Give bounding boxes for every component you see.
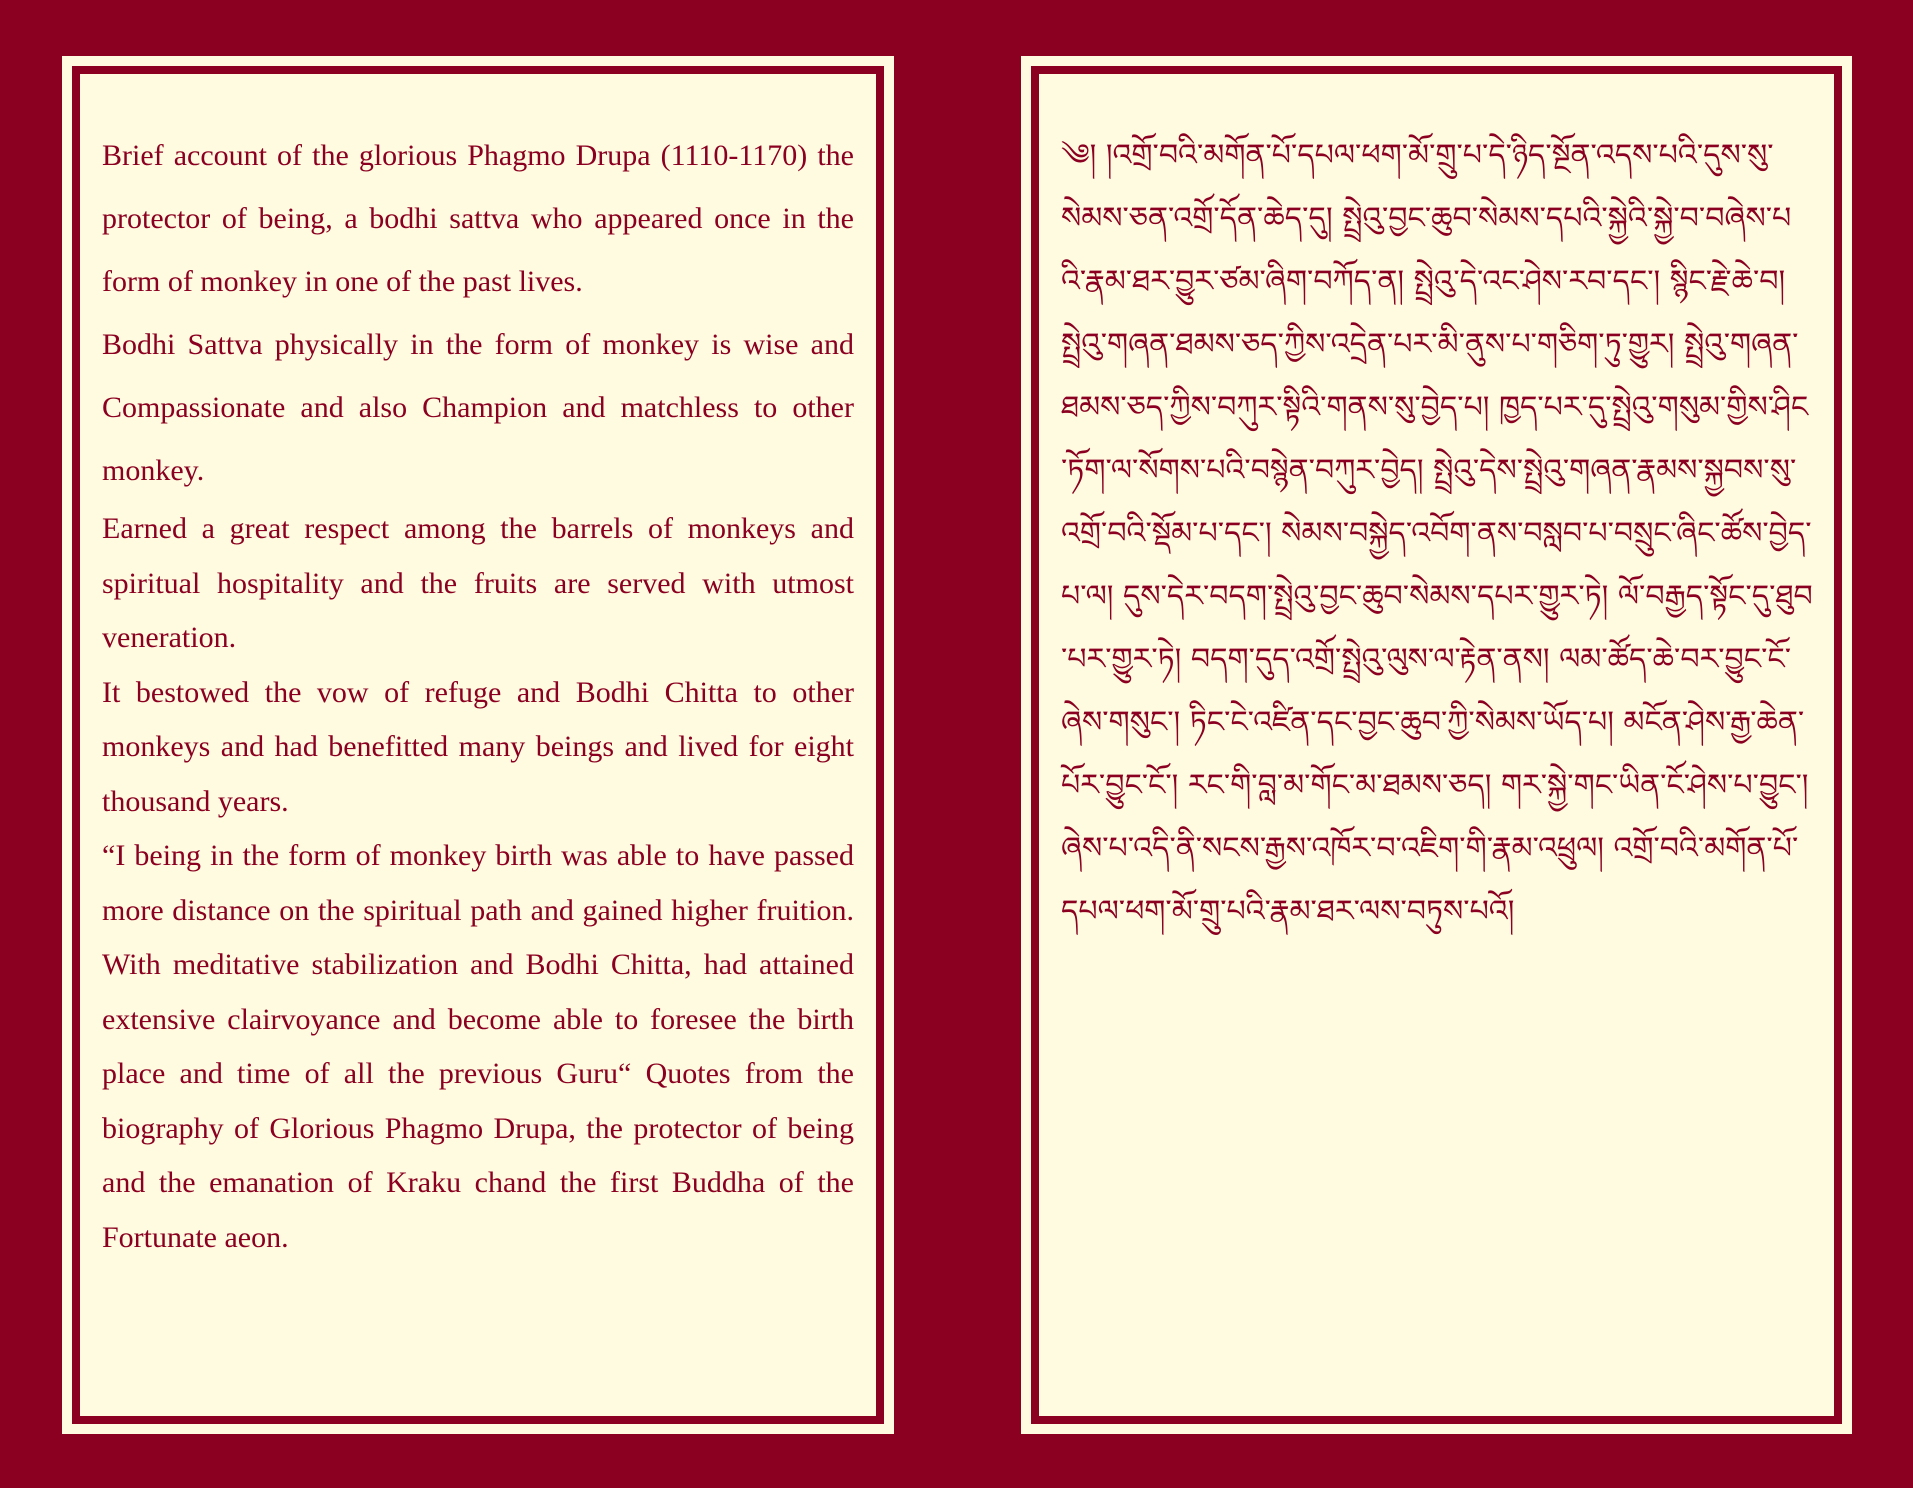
paragraph-wisdom: Bodhi Sattva physically in the form of monkey is wise and Compassionate and also Champion and matchless to other monkey. [102, 328, 854, 487]
paragraph-intro: Brief account of the glorious Phagmo Drupa (1110-1170) the protector of being, a bodhi sattva who appeared once in the form of monkey in one of the past lives. [102, 139, 854, 298]
paragraph-quote: “I being in the form of monkey birth was able to have passed more distance on the spiritual path and gained higher fruition. With meditative stabilization and Bodhi Chitta, had attained extensive clairvoyance and become able to foresee the birth place and time of all the previous Guru“ Quotes from the biography of Glorious Phagmo Drupa, the protector of being and the emanation of Kraku chand the first Buddha of the Fortunate aeon. [102, 839, 854, 1254]
tibetan-text: ༄། །འགྲོ་བའི་མགོན་པོ་དཔལ་ཕག་མོ་གྲུ་པ་དེ་ཉིད་སྔོན་འདས་པའི་དུས་སུ་སེམས་ཅན་འགྲོ་དོན་ཆེད་དུ། སྤྲེའུ་བྱང་ཆུབ་སེམས་དཔའི་སྐྱེའི་སྐྱེ་བ་བཞེས་པའི་རྣམ་ཐར་བྱུར་ཙམ་ཞིག་བཀོད་ན། སྤྲེའུ་དེ་འང་ཤེས་རབ་དང་། སྙིང་རྗེ་ཆེ་བ། སྤྲེའུ་གཞན་ཐམས་ཅད་ཀྱིས་འདྲེན་པར་མི་ནུས་པ་གཅིག་ཏུ་གྱུར། སྤྲེའུ་གཞན་ཐམས་ཅད་ཀྱིས་བཀུར་སྟིའི་གནས་སུ་བྱེད་པ། ཁྱད་པར་དུ་སྤྲེའུ་གསུམ་གྱིས་ཤིང་ཏོག་ལ་སོགས་པའི་བསྙེན་བཀུར་བྱེད། སྤྲེའུ་དེས་སྤྲེའུ་གཞན་རྣམས་སྐྱབས་སུ་འགྲོ་བའི་སྡོམ་པ་དང་། སེམས་བསྐྱེད་འབོག་ནས་བསླབ་པ་བསྲུང་ཞིང་ཚོས་བྱེད་པ་ལ། དུས་དེར་བདག་སྤྲེའུ་བྱང་ཆུབ་སེམས་དཔར་གྱུར་ཏེ། ལོ་བརྒྱད་སྟོང་དུ་ཐུབ་པར་གྱུར་ཏེ། བདག་དུད་འགྲོ་སྤྲེའུ་ལུས་ལ་རྟེན་ནས། ལམ་ཚོད་ཆེ་བར་བྱུང་ངོ་ཞེས་གསུང་། ཏིང་ངེ་འཛིན་དང་བྱང་ཆུབ་ཀྱི་སེམས་ཡོད་པ། མངོན་ཤེས་རྒྱ་ཆེན་པོར་བྱུང་ངོ་། རང་གི་བླ་མ་གོང་མ་ཐམས་ཅད། གར་སྐྱེ་གང་ཡིན་ངོ་ཤེས་པ་བྱུང་། ཞེས་པ་འདི་ནི་སངས་རྒྱས་འཁོར་བ་འཇིག་གི་རྣམ་འཕྲུལ། འགྲོ་བའི་མགོན་པོ་དཔལ་ཕག་མོ་གྲུ་པའི་རྣམ་ཐར་ལས་བཏུས་པའོ། [1061, 138, 1813, 929]
right-page [1021, 56, 1852, 1434]
english-text [102, 124, 854, 1265]
paragraph-refuge: It bestowed the vow of refuge and Bodhi Chitta to other monkeys and had benefitted many beings and lived for eight thousand years. [102, 675, 854, 818]
left-page [62, 56, 894, 1434]
paragraph-respect: Earned a great respect among the barrels of monkeys and spiritual hospitality and the fruits are served with utmost veneration. [102, 512, 854, 654]
